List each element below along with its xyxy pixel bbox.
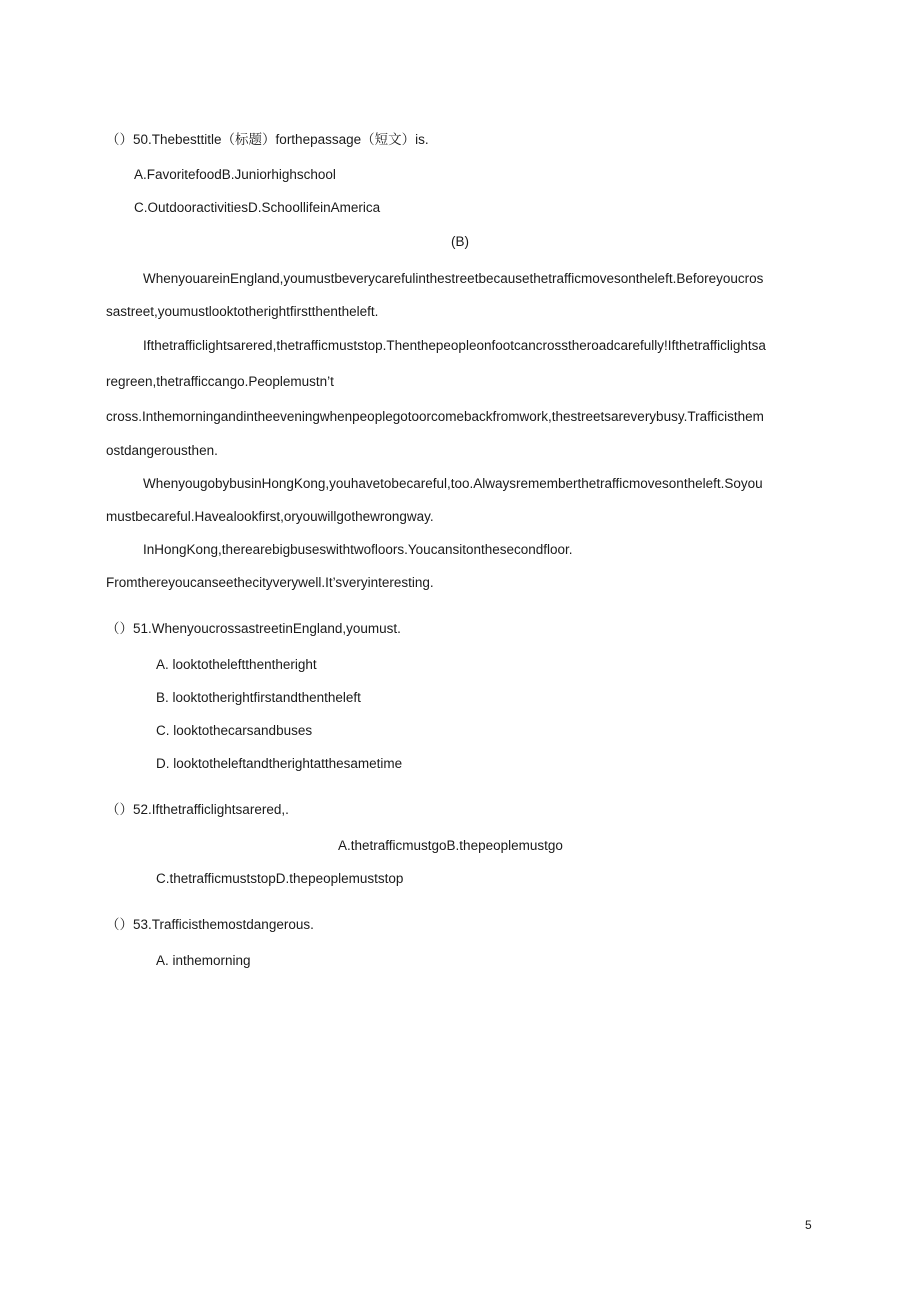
- question-51-stem: （）51.WhenyoucrossastreetinEngland,youmust.: [106, 621, 401, 636]
- passage-line: sastreet,youmustlooktotherightfirstthentheleft.: [106, 304, 379, 319]
- passage-line: InHongKong,therearebigbuseswithtwofloors.Youcansitonthesecondfloor.: [143, 542, 573, 557]
- passage-line: Fromthereyoucanseethecityverywell.It’sveryinteresting.: [106, 575, 434, 590]
- option-b: B. looktotherightfirstandthentheleft: [156, 690, 361, 705]
- passage-line: cross.Inthemorningandintheeveningwhenpeoplegotoorcomebackfromwork,thestreetsareverybusy.Trafficisthem: [106, 409, 764, 424]
- section-heading: (B): [451, 234, 469, 249]
- passage-line: ostdangerousthen.: [106, 443, 218, 458]
- question-53-stem: （）53.Trafficisthemostdangerous.: [106, 917, 314, 932]
- passage-line: mustbecareful.Havealookfirst,oryouwillgothewrongway.: [106, 509, 434, 524]
- passage-line: Ifthetrafficlightsarered,thetrafficmuststop.Thenthepeopleonfootcancrosstheroadcarefully!Ifthetrafficlightsa: [143, 338, 766, 353]
- question-50-options-cd: C.OutdooractivitiesD.SchoollifeinAmerica: [134, 200, 381, 215]
- passage-line: WhenyougobybusinHongKong,youhavetobecareful,too.Alwaysrememberthetrafficmovesontheleft.Soyou: [143, 476, 763, 491]
- question-52-stem: （）52.Ifthetrafficlightsarered,.: [106, 802, 289, 817]
- page-number: 5: [805, 1218, 812, 1232]
- question-50-options-ab: A.FavoritefoodB.Juniorhighschool: [134, 167, 336, 182]
- option-d: D. looktotheleftandtherightatthesametime: [156, 756, 403, 771]
- passage-line: regreen,thetrafficcango.Peoplemustn’t: [106, 374, 334, 389]
- question-52-options-ab: A.thetrafficmustgoB.thepeoplemustgo: [338, 838, 563, 853]
- question-50-stem: （）50.Thebesttitle（标题）forthepassage（短文）is.: [106, 132, 429, 147]
- question-52-options-cd: C.thetrafficmuststopD.thepeoplemuststop: [156, 871, 404, 886]
- option-c: C. looktothecarsandbuses: [156, 723, 313, 738]
- option-a: A. looktotheleftthentheright: [156, 657, 317, 672]
- option-a: A. inthemorning: [156, 953, 251, 968]
- passage-line: WhenyouareinEngland,youmustbeverycarefulinthestreetbecausethetrafficmovesontheleft.Beforeyoucros: [143, 271, 764, 286]
